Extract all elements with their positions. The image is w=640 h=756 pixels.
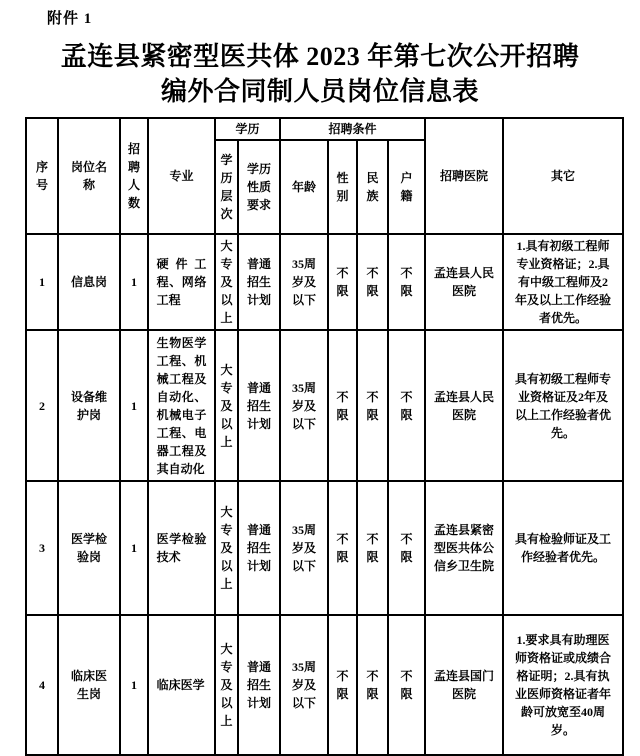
- cell-text: 不限: [336, 266, 349, 298]
- cell-edu-type: [238, 234, 280, 330]
- cell-no: 1: [26, 234, 58, 330]
- cell-text: 学历层次: [220, 153, 233, 221]
- cell-text: 孟连县人民医院: [434, 389, 495, 422]
- cell-text: 不限: [400, 532, 413, 564]
- header-edu-level: [215, 140, 238, 234]
- cell-no: 4: [26, 615, 58, 755]
- header-hospital: 招聘医院: [425, 118, 503, 234]
- cell-edu-type: [238, 481, 280, 615]
- cell-major: [148, 615, 215, 755]
- cell-text: 大专及以上: [220, 505, 233, 591]
- cell-text: 不限: [336, 532, 349, 564]
- cell-edu-level: [215, 234, 238, 330]
- cell-gender: [328, 234, 357, 330]
- cell-text: 不限: [400, 266, 413, 298]
- attachment-label: 附件 1: [47, 11, 93, 27]
- cell-ethnic: [357, 481, 388, 615]
- cell-age: [280, 330, 328, 481]
- cell-text: 35周岁及以下: [292, 257, 317, 307]
- cell-gender: [328, 481, 357, 615]
- cell-text: 性别: [336, 171, 349, 203]
- cell-edu-level: [215, 481, 238, 615]
- cell-text: 孟连县国门医院: [434, 669, 495, 701]
- cell-text: 不限: [336, 389, 349, 422]
- header-major: 专业: [148, 118, 215, 234]
- cell-gender: [328, 615, 357, 755]
- header-gender: [328, 140, 357, 234]
- table-row: [26, 234, 623, 330]
- header-group-education: 学历: [215, 118, 280, 140]
- cell-text: 具有检验师证及工作经验者优先。: [515, 532, 612, 564]
- cell-text: 不限: [366, 389, 379, 422]
- cell-text: 招聘人数: [127, 142, 140, 210]
- cell-age: [280, 481, 328, 615]
- cell-text: 普通招生计划: [246, 523, 271, 573]
- cell-other: [503, 481, 623, 615]
- cell-gender: [328, 330, 357, 481]
- cell-count: 1: [120, 330, 148, 481]
- cell-text: 35周岁及以下: [292, 660, 317, 710]
- cell-major: [148, 330, 215, 481]
- cell-residence: [388, 234, 425, 330]
- header-residence: [388, 140, 425, 234]
- cell-residence: [388, 330, 425, 481]
- cell-text: 孟连县紧密型医共体公信乡卫生院: [434, 523, 495, 573]
- cell-text: 设备维护岗: [70, 389, 107, 422]
- document-title-line1: 孟连县紧密型医共体 2023 年第七次公开招聘: [60, 42, 580, 71]
- cell-text: 临床医学: [156, 678, 205, 692]
- cell-age: [280, 234, 328, 330]
- cell-residence: [388, 615, 425, 755]
- cell-text: 35周岁及以下: [292, 523, 317, 573]
- cell-hospital: [425, 234, 503, 330]
- cell-text: 信息岗: [70, 275, 107, 289]
- cell-text: 生物医学工程、机械工程及自动化、机械电子工程、电器工程及其自动化: [156, 335, 207, 476]
- cell-age: [280, 615, 328, 755]
- cell-edu-type: [238, 330, 280, 481]
- cell-major: [148, 234, 215, 330]
- cell-text: 普通招生计划: [246, 660, 271, 710]
- cell-text: 学历性质要求: [246, 162, 271, 212]
- positions-table: [25, 117, 624, 756]
- cell-text: 不限: [366, 669, 379, 701]
- header-edu-type: [238, 140, 280, 234]
- cell-text: 临床医生岗: [70, 669, 107, 701]
- cell-text: 硬件工程、网络工程: [156, 257, 207, 307]
- cell-text: 35周岁及以下: [292, 380, 317, 431]
- cell-ethnic: [357, 330, 388, 481]
- cell-post: [58, 330, 120, 481]
- cell-text: 医学检验技术: [156, 532, 207, 564]
- cell-hospital: [425, 615, 503, 755]
- cell-text: 户籍: [400, 171, 413, 203]
- cell-count: 1: [120, 234, 148, 330]
- cell-text: 普通招生计划: [246, 380, 271, 431]
- cell-major: [148, 481, 215, 615]
- cell-residence: [388, 481, 425, 615]
- header-age: 年龄: [280, 140, 328, 234]
- cell-post: [58, 481, 120, 615]
- cell-text: 孟连县人民医院: [434, 266, 495, 298]
- table-row: [26, 615, 623, 755]
- header-count: [120, 118, 148, 234]
- table-row: [26, 330, 623, 481]
- cell-text: 不限: [336, 669, 349, 701]
- cell-text: 民族: [366, 171, 379, 203]
- cell-ethnic: [357, 615, 388, 755]
- cell-edu-level: [215, 615, 238, 755]
- cell-text: 1.具有初级工程师专业资格证；2.具有中级工程师及2年及以上工作经验者优先。: [515, 239, 612, 325]
- cell-text: 大专及以上: [220, 362, 233, 449]
- cell-text: 序号: [35, 160, 48, 192]
- cell-no: 2: [26, 330, 58, 481]
- document-title-line2: 编外合同制人员岗位信息表: [160, 77, 479, 106]
- cell-text: 具有初级工程师专业资格证及2年及以上工作经验者优先。: [515, 371, 612, 440]
- cell-other: [503, 615, 623, 755]
- header-ethnic: [357, 140, 388, 234]
- cell-hospital: [425, 481, 503, 615]
- cell-text: 1.要求具有助理医师资格证或成绩合格证明；2.具有执业医师资格证者年龄可放宽至40周岁。: [515, 633, 612, 737]
- cell-count: 1: [120, 615, 148, 755]
- cell-other: [503, 234, 623, 330]
- cell-text: 不限: [400, 669, 413, 701]
- cell-ethnic: [357, 234, 388, 330]
- header-post: [58, 118, 120, 234]
- cell-edu-level: [215, 330, 238, 481]
- cell-text: 不限: [366, 266, 379, 298]
- cell-post: [58, 615, 120, 755]
- cell-text: 普通招生计划: [246, 257, 271, 307]
- cell-text: 大专及以上: [220, 642, 233, 728]
- cell-post: [58, 234, 120, 330]
- cell-other: [503, 330, 623, 481]
- cell-text: 不限: [366, 532, 379, 564]
- cell-edu-type: [238, 615, 280, 755]
- cell-text: 不限: [400, 389, 413, 422]
- cell-count: 1: [120, 481, 148, 615]
- cell-text: 岗位名称: [70, 160, 107, 192]
- table-row: [26, 481, 623, 615]
- cell-text: 医学检验岗: [70, 532, 107, 564]
- header-other: 其它: [503, 118, 623, 234]
- cell-hospital: [425, 330, 503, 481]
- cell-no: 3: [26, 481, 58, 615]
- document-title: [0, 39, 640, 109]
- header-group-conditions: 招聘条件: [280, 118, 425, 140]
- header-no: [26, 118, 58, 234]
- cell-text: 大专及以上: [220, 239, 233, 325]
